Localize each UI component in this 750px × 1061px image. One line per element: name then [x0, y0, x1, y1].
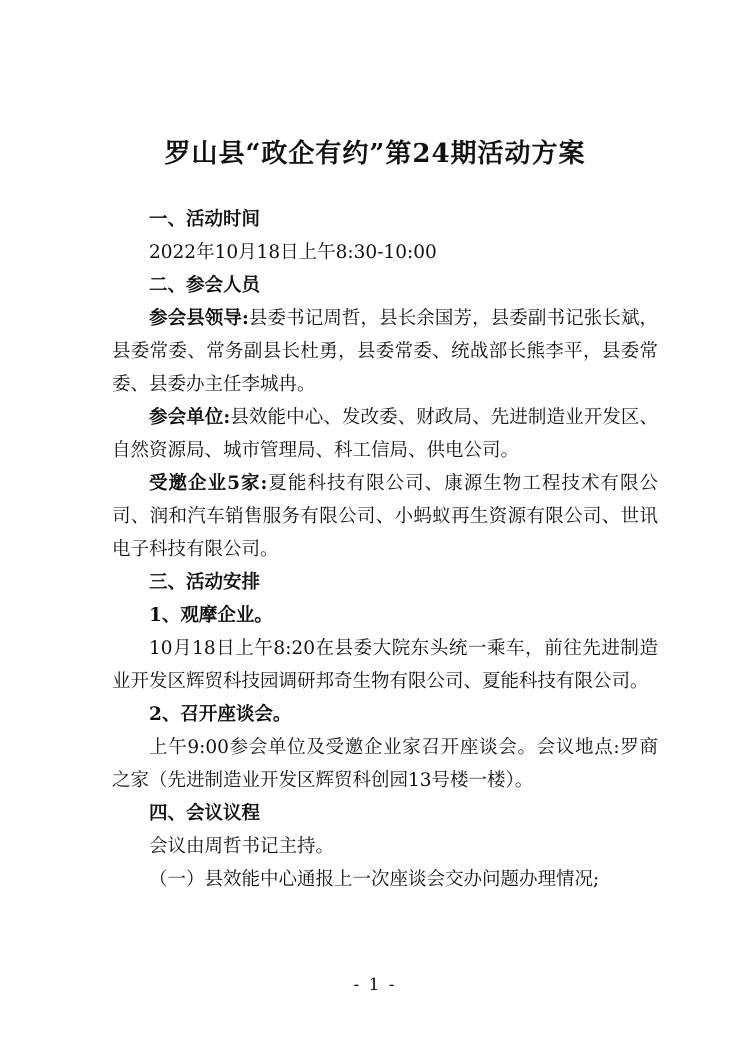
section-heading-schedule: 三、活动安排: [149, 572, 261, 593]
schedule-item1-text: 10月18日上午8:20在县委大院东头统一乘车，前往先进制造业开发区辉贸科技园调研邦奇生物有限公司、夏能科技有限公司。: [112, 638, 658, 692]
schedule-item1-heading: 1、观摩企业。: [149, 605, 273, 626]
page-number: - 1 -: [353, 975, 397, 995]
companies-text: 夏能科技有限公司、康源生物工程技术有限公司、润和汽车销售服务有限公司、小蚂蚁再生资源有限公司、世讯电子科技有限公司。: [112, 473, 658, 560]
companies-label: 受邀企业5家:: [149, 473, 268, 494]
leaders-label: 参会县领导:: [149, 308, 249, 329]
agenda-host: 会议由周哲书记主持。: [149, 836, 335, 857]
section-heading-agenda: 四、会议议程: [149, 803, 261, 824]
attendees-leaders: [112, 302, 658, 401]
units-label: 参会单位:: [149, 407, 231, 428]
schedule-item2-text: 上午9:00参会单位及受邀企业家召开座谈会。会议地点:罗商之家（先进制造业开发区辉贸科创园13号楼一楼）。: [112, 737, 658, 791]
units-text: 县效能中心、发改委、财政局、先进制造业开发区、自然资源局、城市管理局、科工信局、供电公司。: [112, 407, 658, 461]
attendees-units: [112, 401, 658, 467]
activity-time: 2022年10月18日上午8:30-10:00: [149, 242, 437, 263]
document-body: [112, 203, 658, 896]
leaders-text: 县委书记周哲，县长余国芳，县委副书记张长斌，县委常委、常务副县长杜勇，县委常委、统战部长熊李平，县委常委、县委办主任李城冉。: [112, 308, 658, 395]
schedule-item2-heading: 2、召开座谈会。: [149, 704, 292, 725]
agenda-item1: （一）县效能中心通报上一次座谈会交办问题办理情况;: [149, 869, 600, 890]
document-title: 罗山县“政企有约”第24期活动方案: [164, 139, 586, 169]
section-heading-attendees: 二、参会人员: [149, 275, 261, 296]
section-heading-time: 一、活动时间: [149, 209, 261, 230]
attendees-companies: [112, 467, 658, 566]
